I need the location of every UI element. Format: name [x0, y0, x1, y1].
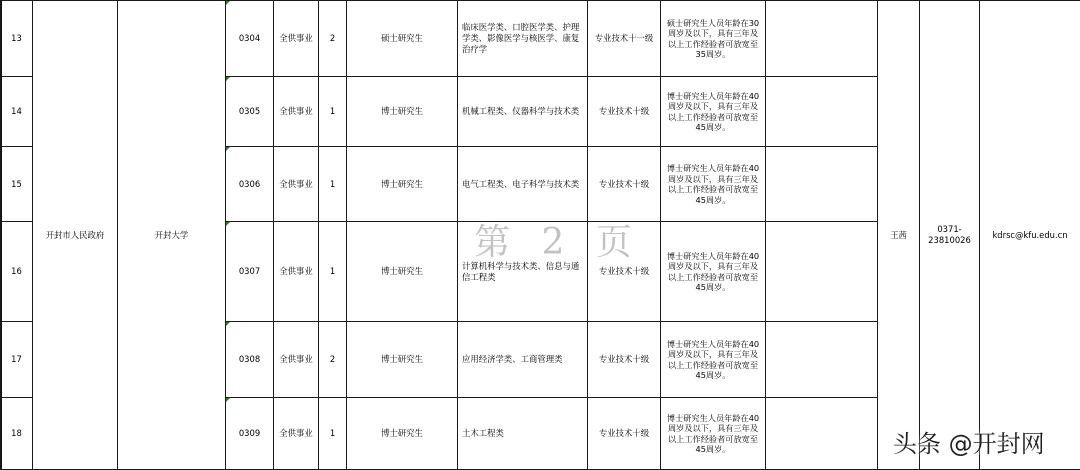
education-level: 博士研究生 [347, 398, 458, 470]
funding-type: 全供事业 [274, 147, 319, 222]
position-code: 0309 [226, 398, 274, 470]
age-notes: 博士研究生人员年龄在40周岁及以下，具有三年及以上工作经验者可放宽至45周岁。 [661, 322, 766, 398]
age-notes: 硕士研究生人员年龄在30周岁及以下，具有三年及以上工作经验者可放宽至35周岁。 [661, 1, 766, 77]
major-requirement: 计算机科学与技术类、信息与通信工程类 [458, 222, 588, 322]
age-notes: 博士研究生人员年龄在40周岁及以下，具有三年及以上工作经验者可放宽至45周岁。 [661, 398, 766, 470]
table-row [1, 1, 1080, 77]
blank-cell [766, 147, 878, 222]
major-requirement: 临床医学类、口腔医学类、护理学类、影像医学与核医学、康复治疗学 [458, 1, 588, 77]
major-requirement: 土木工程类 [458, 398, 588, 470]
hiring-count: 1 [319, 147, 347, 222]
position-code: 0308 [226, 322, 274, 398]
position-code: 0307 [226, 222, 274, 322]
education-level: 硕士研究生 [347, 1, 458, 77]
source-watermark: 头条 @开封网 [893, 430, 1045, 458]
row-number: 18 [1, 398, 33, 470]
age-notes: 博士研究生人员年龄在40周岁及以下，具有三年及以上工作经验者可放宽至45周岁。 [661, 147, 766, 222]
email-cell: kdrsc@kfu.edu.cn [980, 1, 1080, 470]
position-code: 0306 [226, 147, 274, 222]
funding-type: 全供事业 [274, 398, 319, 470]
hiring-count: 1 [319, 398, 347, 470]
row-number: 16 [1, 222, 33, 322]
row-number: 13 [1, 1, 33, 77]
page-watermark: 第 2 页 [474, 222, 642, 263]
blank-cell [766, 1, 878, 77]
funding-type: 全供事业 [274, 322, 319, 398]
post-level: 专业技术十一级 [588, 1, 661, 77]
hiring-count: 1 [319, 222, 347, 322]
hiring-count: 1 [319, 77, 347, 147]
contact-person-cell: 王茜 [878, 1, 920, 470]
post-level: 专业技术十级 [588, 147, 661, 222]
education-level: 博士研究生 [347, 222, 458, 322]
post-level: 专业技术十级 [588, 322, 661, 398]
age-notes: 博士研究生人员年龄在40周岁及以下，具有三年及以上工作经验者可放宽至45周岁。 [661, 222, 766, 322]
blank-cell [766, 398, 878, 470]
education-level: 博士研究生 [347, 322, 458, 398]
education-level: 博士研究生 [347, 77, 458, 147]
post-level: 专业技术十级 [588, 222, 661, 322]
row-number: 15 [1, 147, 33, 222]
position-code: 0304 [226, 1, 274, 77]
authority-cell: 开封市人民政府 [33, 1, 118, 470]
funding-type: 全供事业 [274, 1, 319, 77]
position-code: 0305 [226, 77, 274, 147]
hiring-count: 2 [319, 1, 347, 77]
row-number: 14 [1, 77, 33, 147]
age-notes: 博士研究生人员年龄在40周岁及以下，具有三年及以上工作经验者可放宽至45周岁。 [661, 77, 766, 147]
row-number: 17 [1, 322, 33, 398]
funding-type: 全供事业 [274, 77, 319, 147]
education-level: 博士研究生 [347, 147, 458, 222]
post-level: 专业技术十级 [588, 398, 661, 470]
post-level: 专业技术十级 [588, 77, 661, 147]
hiring-count: 2 [319, 322, 347, 398]
blank-cell [766, 222, 878, 322]
major-requirement: 电气工程类、电子科学与技术类 [458, 147, 588, 222]
blank-cell [766, 77, 878, 147]
major-requirement: 应用经济学类、工商管理类 [458, 322, 588, 398]
major-requirement: 机械工程类、仪器科学与技术类 [458, 77, 588, 147]
funding-type: 全供事业 [274, 222, 319, 322]
blank-cell [766, 322, 878, 398]
employer-cell: 开封大学 [118, 1, 226, 470]
phone-cell: 0371-23810026 [920, 1, 980, 470]
